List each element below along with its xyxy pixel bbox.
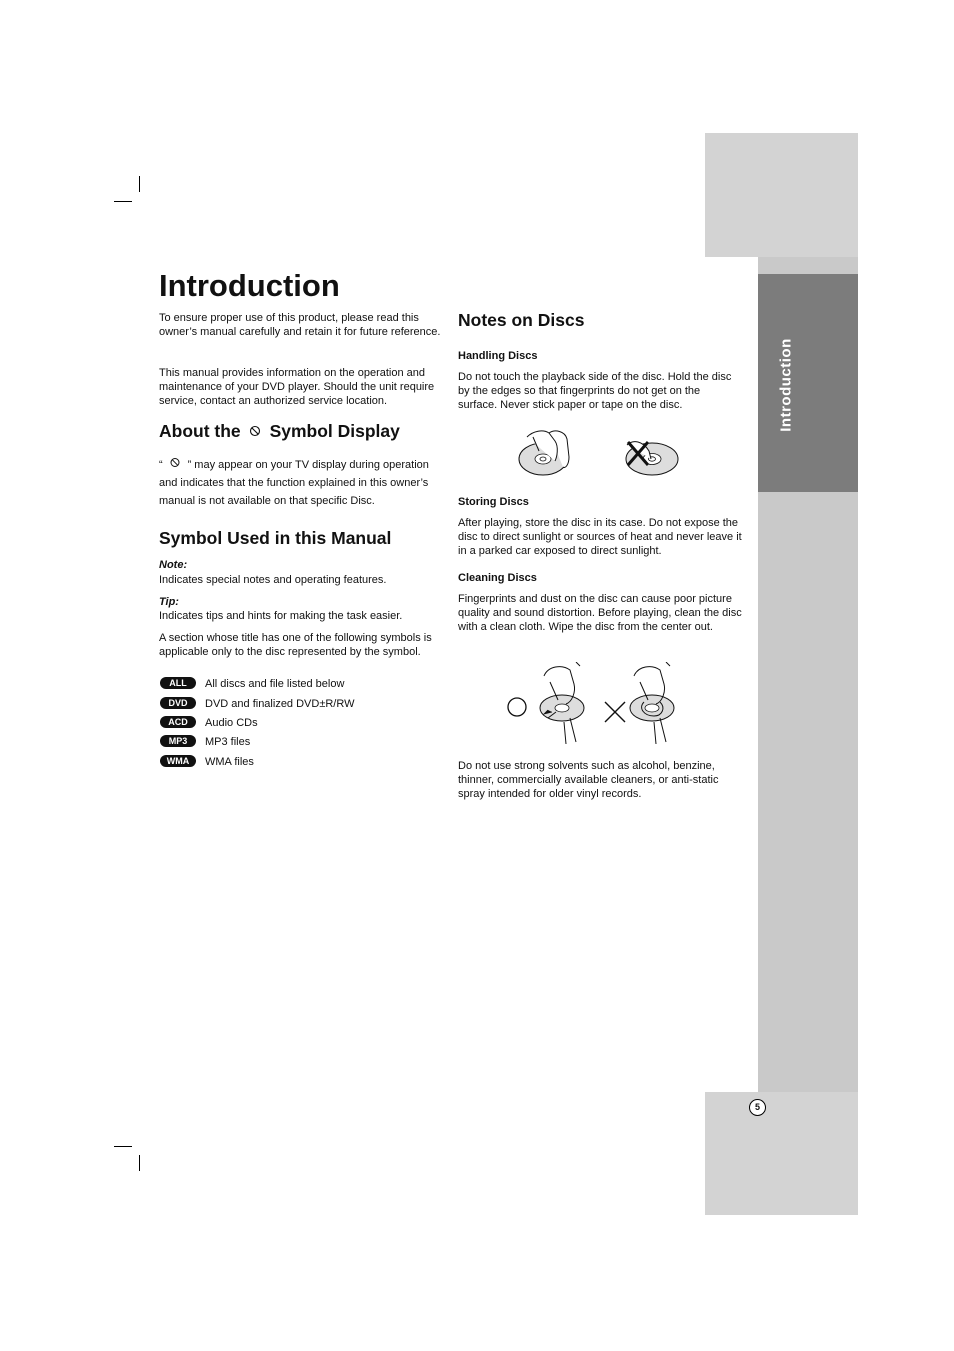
side-panel-bottom [705, 1092, 858, 1215]
storing-text: After playing, store the disc in its case. Do not expose the disc to direct sunlight or sources of heat and never leave it in a parked car exposed to direct sunlight. [458, 517, 742, 557]
disc-wipe-correct-icon [540, 662, 584, 744]
about-paragraph [159, 455, 444, 509]
badge-all: ALL [160, 677, 196, 689]
section-text: A section whose title has one of the following symbols is applicable only to the disc represented by the symbol. [159, 632, 432, 658]
symbol-desc: WMA files [205, 756, 254, 768]
cleaning-text: Fingerprints and dust on the disc can cause poor picture quality and sound distortion. Before playing, clean the disc with a clean cloth. Wipe the disc from the center out. [458, 593, 742, 633]
storing-heading: Storing Discs [458, 496, 529, 508]
badge-dvd: DVD [160, 697, 196, 709]
symbol-heading: Symbol Used in this Manual [159, 528, 392, 548]
note-text: Indicates special notes and operating features. [159, 574, 387, 586]
badge-acd: ACD [160, 716, 196, 728]
crop-mark [114, 1146, 132, 1147]
handling-text: Do not touch the playback side of the disc. Hold the disc by the edges so that fingerprints do not get on the surface. Never stick paper or tape on the disc. [458, 371, 732, 411]
disc-handling-illustration [515, 427, 685, 479]
about-heading-pre: About the [159, 421, 241, 441]
note-label: Note: [159, 559, 188, 571]
about-text: ” may appear on your TV display during operation and indicates that the function explained in this owner’s manual is not available on that specific Disc. [159, 459, 429, 507]
side-tab-label: Introduction [777, 338, 795, 432]
disc-wrong-hold-icon [626, 442, 678, 475]
crop-mark [139, 1155, 140, 1171]
symbol-desc: MP3 files [205, 736, 251, 748]
symbol-desc: All discs and file listed below [205, 678, 345, 690]
page-title: Introduction [159, 268, 340, 303]
side-panel-top [705, 133, 858, 257]
disc-wipe-wrong-icon [630, 662, 674, 744]
circle-ok-icon [508, 698, 526, 716]
crop-mark [114, 201, 132, 202]
prohibited-circle-icon [248, 424, 262, 438]
about-heading-post: Symbol Display [269, 421, 400, 441]
cleaning-heading: Cleaning Discs [458, 572, 537, 584]
intro-paragraph-2: This manual provides information on the operation and maintenance of your DVD player. Should the unit require service, contact an authorized service location. [159, 367, 435, 407]
disc-correct-hold-icon [519, 431, 569, 475]
tip-text: Indicates tips and hints for making the task easier. [159, 610, 403, 622]
intro-paragraph-1: To ensure proper use of this product, please read this owner’s manual carefully and retain it for future reference. [159, 312, 441, 338]
handling-heading: Handling Discs [458, 350, 538, 362]
page-number: 5 [749, 1099, 766, 1116]
about-open-quote: “ [159, 459, 163, 471]
cross-ng-icon [605, 702, 625, 722]
tip-label: Tip: [159, 596, 179, 608]
badge-wma: WMA [160, 755, 196, 767]
disc-cleaning-illustration [504, 662, 686, 746]
prohibited-circle-icon [169, 457, 181, 468]
symbol-desc: Audio CDs [205, 717, 258, 729]
solvents-text: Do not use strong solvents such as alcohol, benzine, thinner, commercially available cleaners, or anti-static spray intended for older vinyl records. [458, 760, 719, 800]
about-heading [159, 421, 400, 442]
badge-mp3: MP3 [160, 735, 196, 747]
crop-mark [139, 176, 140, 192]
symbol-desc: DVD and finalized DVD±R/RW [205, 698, 355, 710]
notes-heading: Notes on Discs [458, 310, 585, 330]
